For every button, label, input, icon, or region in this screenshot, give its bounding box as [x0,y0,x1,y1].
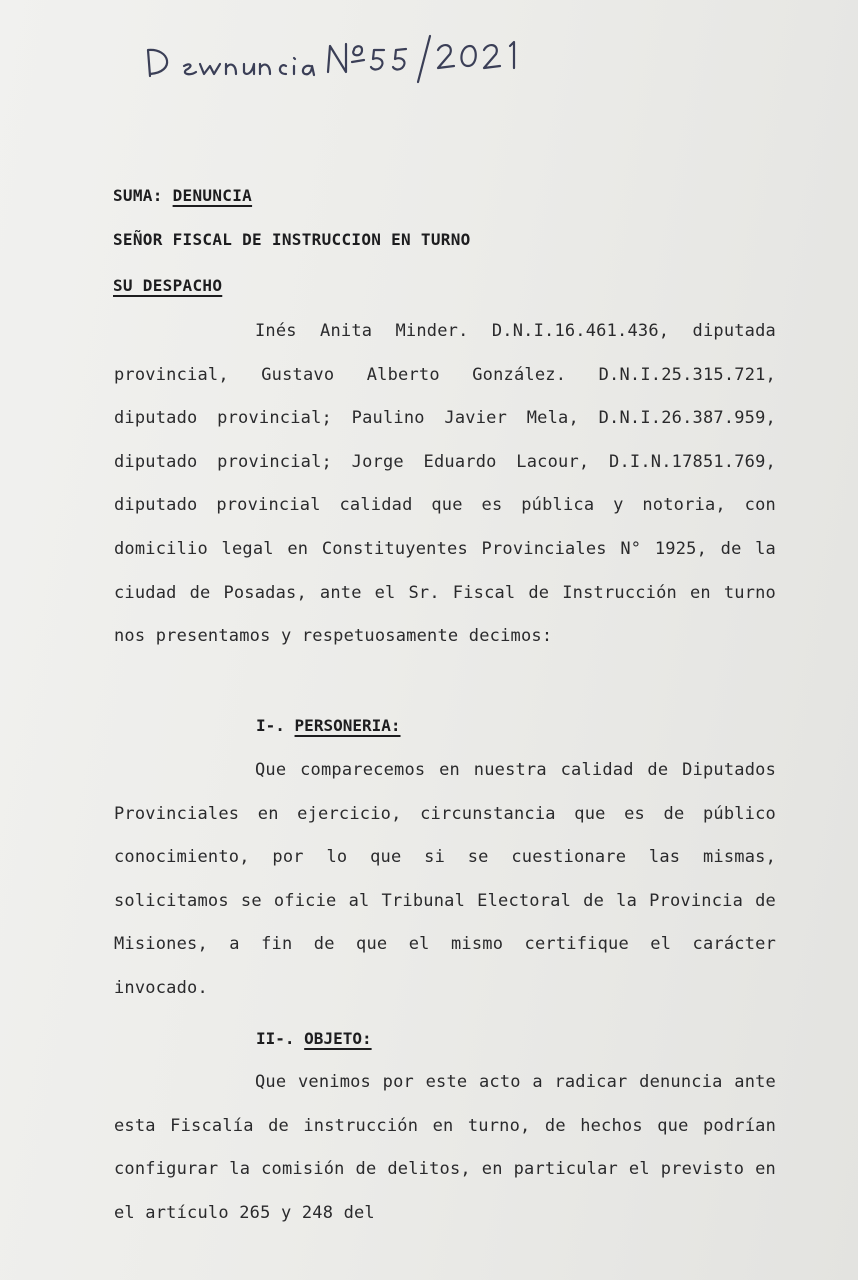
addressee-line: SEÑOR FISCAL DE INSTRUCCION EN TURNO [113,230,471,249]
suma-value: DENUNCIA [172,186,253,205]
suma-label: SUMA: [113,186,163,205]
personeria-paragraph: Que comparecemos en nuestra calidad de Diputados Provinciales en ejercicio, circunstancia que es de público conocimiento, por lo que si se cuestionare las mismas, solicitamos se oficie al Tribunal Electoral de la Provincia de Misiones, a fin de que el mismo certifique el carácter invocado. [114,760,776,998]
section-heading-personeria [256,716,401,735]
despacho-line: SU DESPACHO [113,276,223,295]
intro-paragraph: Inés Anita Minder. D.N.I.16.461.436, diputada provincial, Gustavo Alberto González. D.N.I.25.315.721, diputado provincial; Paulino Javier Mela, D.N.I.26.387.959, diputado provincial; Jorge Eduardo Lacour, D.I.N.17851.769, diputado provincial calidad que es pública y notoria, con domicilio legal en Constituyentes Provinciales N° 1925, de la ciudad de Posadas, ante el Sr. Fiscal de Instrucción en turno nos presentamos y respetuosamente decimos: [114,321,776,647]
objeto-paragraph: Que venimos por este acto a radicar denuncia ante esta Fiscalía de instrucción en turno, de hechos que podrían configurar la comisión de delitos, en particular el previsto en el artículo 265 y 248 del [114,1072,776,1223]
handwritten-case-number [140,28,540,88]
suma-line [113,186,252,205]
section-title: OBJETO: [304,1029,372,1048]
section-title: PERSONERIA: [294,716,401,735]
section-number: II-. [256,1029,295,1048]
section-number: I-. [256,716,285,735]
section-heading-objeto [256,1029,372,1048]
